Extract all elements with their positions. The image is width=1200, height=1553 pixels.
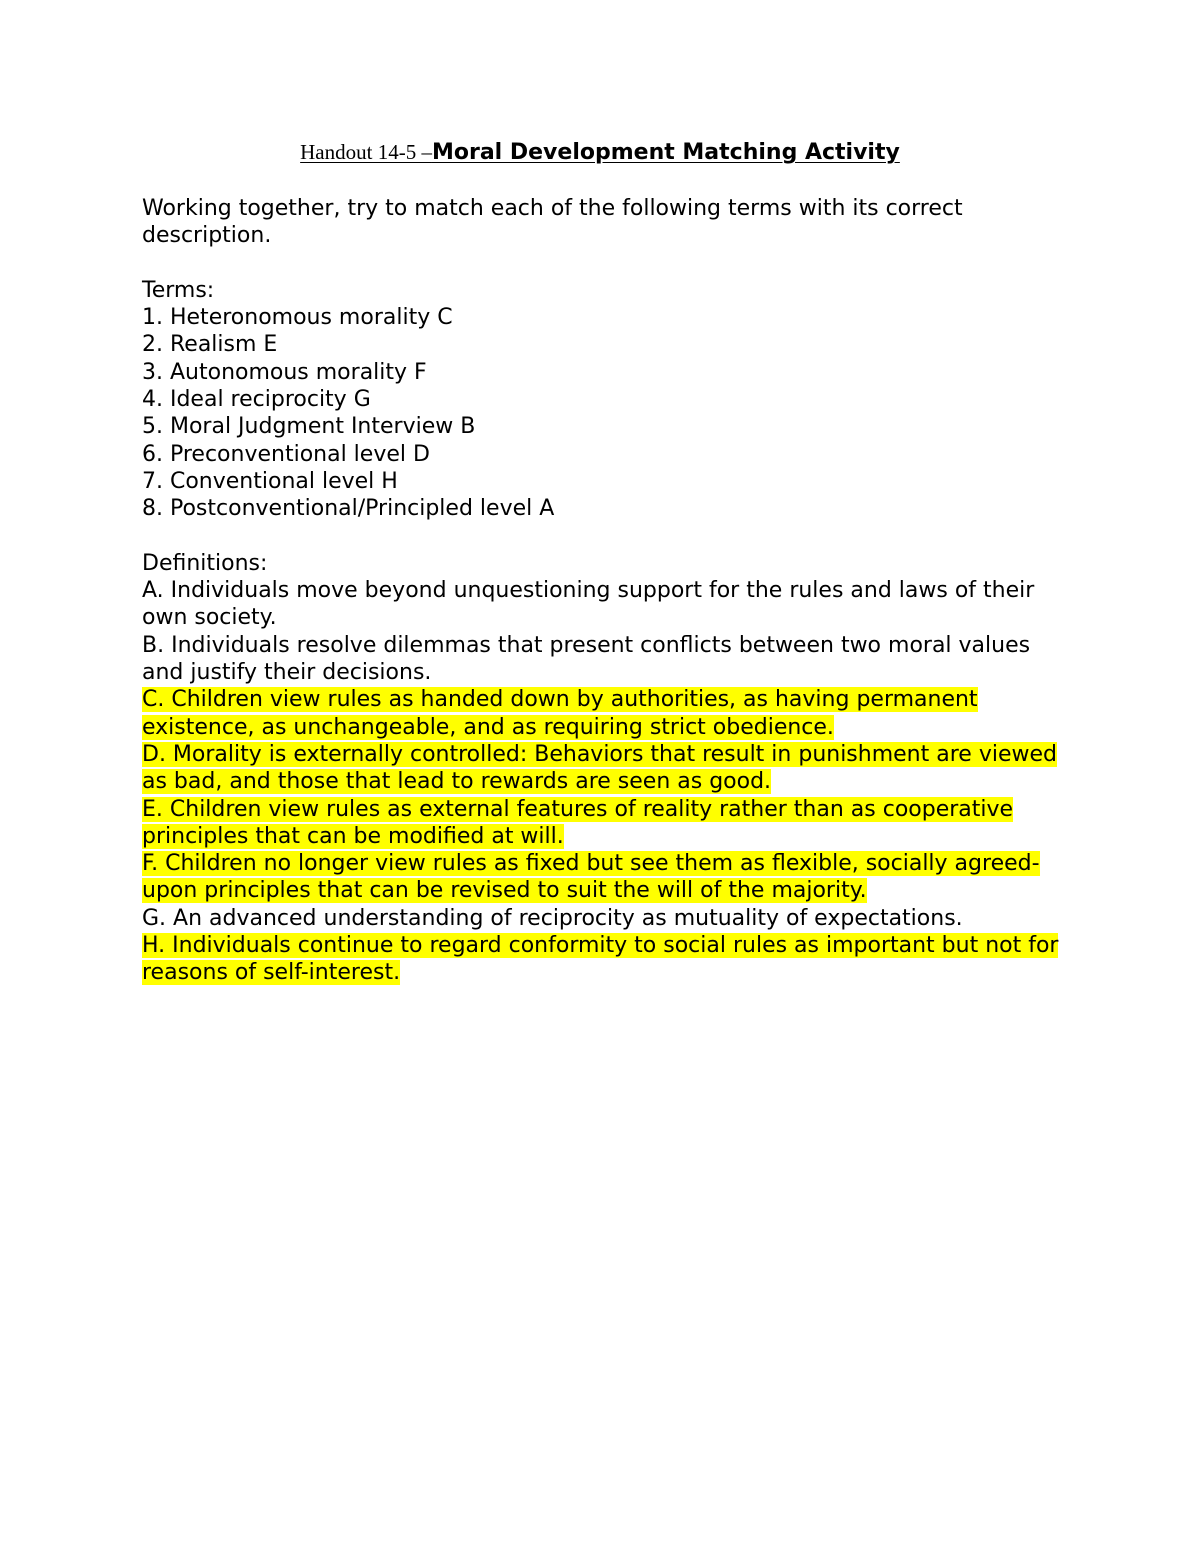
term-item-6: 6. Preconventional level D xyxy=(142,441,430,467)
definition-item-b xyxy=(142,632,1072,687)
spacer xyxy=(142,250,1072,277)
definition-text-g: G. An advanced understanding of reciprocity as mutuality of expectations. xyxy=(142,905,963,931)
term-item-3: 3. Autonomous morality F xyxy=(142,359,427,385)
terms-heading: Terms: xyxy=(142,277,215,303)
definitions-heading: Definitions: xyxy=(142,550,268,576)
definition-item-f xyxy=(142,850,1072,905)
definition-text-f: F. Children no longer view rules as fixed but see them as flexible, socially agreed-upon principles that can be revised to suit the will of the majority. xyxy=(142,851,1040,904)
definition-text-c: C. Children view rules as handed down by authorities, as having permanent existence, as unchangeable, and as requiring strict obedience. xyxy=(142,687,978,740)
title-prefix: Handout 14-5 – xyxy=(300,140,432,164)
definition-item-c xyxy=(142,686,1072,741)
definition-item-g xyxy=(142,905,1072,932)
term-item-8: 8. Postconventional/Principled level A xyxy=(142,496,555,522)
definition-item-d xyxy=(142,741,1072,796)
definition-text-h: H. Individuals continue to regard conformity to social rules as important but not for reasons of self-interest. xyxy=(142,933,1059,986)
title-main: Moral Development Matching Activity xyxy=(431,140,900,165)
page-title xyxy=(0,140,1200,165)
term-item-1: 1. Heteronomous morality C xyxy=(142,305,453,331)
document-body xyxy=(142,195,1072,987)
definition-item-h xyxy=(142,932,1072,987)
definition-text-d: D. Morality is externally controlled: Behaviors that result in punishment are viewed as bad, and those that lead to rewards are seen as good. xyxy=(142,741,1057,795)
intro-paragraph: Working together, try to match each of the following terms with its correct description. xyxy=(142,196,963,249)
spacer xyxy=(142,523,1072,550)
definition-item-e xyxy=(142,796,1072,851)
term-item-5: 5. Moral Judgment Interview B xyxy=(142,414,476,440)
term-item-4: 4. Ideal reciprocity G xyxy=(142,387,371,413)
term-item-7: 7. Conventional level H xyxy=(142,468,398,494)
definition-text-a: A. Individuals move beyond unquestioning support for the rules and laws of their own society. xyxy=(142,578,1035,631)
definition-text-e: E. Children view rules as external features of reality rather than as cooperative principles that can be modified at will. xyxy=(142,796,1014,849)
definition-text-b: B. Individuals resolve dilemmas that present conflicts between two moral values and justify their decisions. xyxy=(142,632,1031,686)
definition-item-a xyxy=(142,577,1072,632)
term-item-2: 2. Realism E xyxy=(142,332,278,358)
